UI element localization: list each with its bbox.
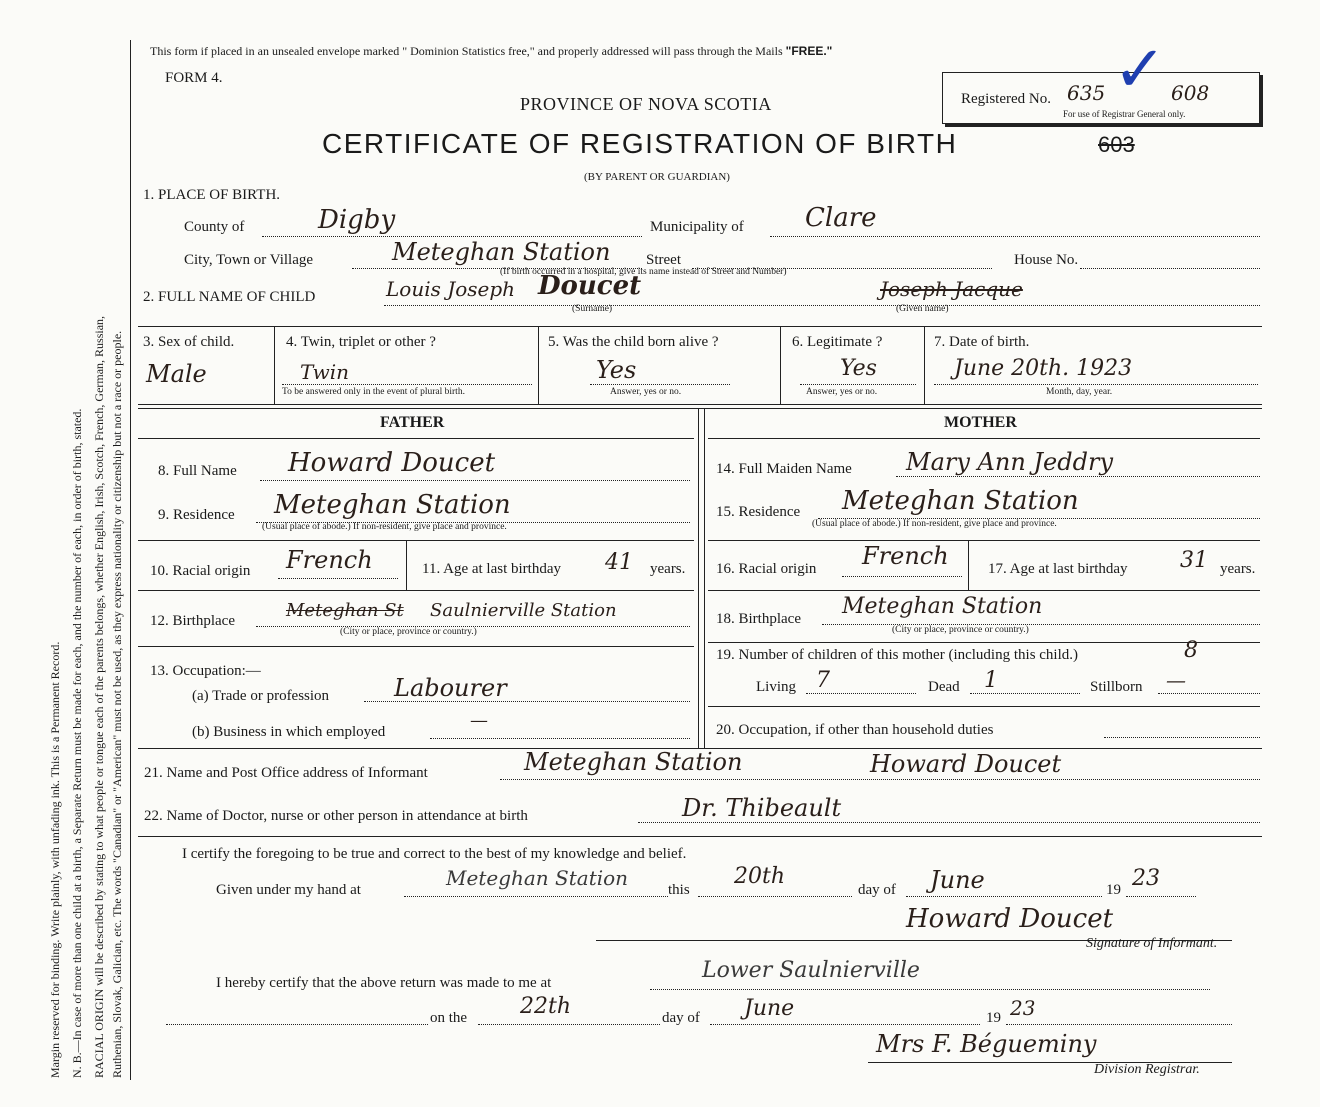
mother-children-value: 8 [1184,638,1198,663]
sex-label: 3. Sex of child. [143,334,235,350]
father-name-line [260,480,690,481]
row-3-div-4 [924,326,925,404]
mother-stillborn-value: — [1166,668,1186,692]
twin-line [282,384,532,385]
father-racial-label: 10. Racial origin [150,563,251,579]
city-label: City, Town or Village [184,252,314,268]
certify-statement: I certify the foregoing to be true and correct to the best of my knowledge and belief. [182,846,687,862]
mother-children-label: 19. Number of children of this mother (including this child.) [716,647,1079,663]
county-line [262,236,642,237]
registrar-day-value: 22th [520,994,572,1019]
sex-value: Male [146,360,207,388]
margin-note-separate-return: N. B.—In case of more than one child at a birth, a Separate Return must be made for each, and the number of each, in order of birth, stated. [70,408,84,1078]
mother-rule-2 [708,590,1260,591]
twin-note: To be answered only in the event of plural birth. [282,387,465,397]
father-rule-2 [138,590,694,591]
province-heading: PROVINCE OF NOVA SCOTIA [520,94,772,114]
alive-label: 5. Was the child born alive ? [548,334,719,350]
mother-racial-label: 16. Racial origin [716,561,817,577]
dob-line [934,384,1258,385]
legit-label: 6. Legitimate ? [792,334,883,350]
registrar-place-line [650,989,1210,990]
father-racial-line [278,578,398,579]
alive-value: Yes [596,356,637,384]
father-residence-label: 9. Residence [158,507,235,523]
mother-racial-value: French [862,542,949,570]
given-name-caption: (Given name) [896,304,949,314]
row-3-div-3 [780,326,781,404]
father-name-label: 8. Full Name [158,463,237,479]
father-trade-value: Labourer [394,674,507,702]
father-birthplace-value: Saulnierville Station [430,600,617,621]
given-year-prefix: 19 [1106,882,1121,898]
registered-label: Registered No. [961,91,1051,107]
doctor-line [638,822,1260,823]
registrar-day-of-label: day of [662,1010,700,1026]
dob-label: 7. Date of birth. [934,334,1030,350]
margin-note-racial-origin-2: Ruthenian, Slovak, Galician, etc. The words "Canadian" or "American" must not be used, as they express nationality or citizenship but not a race or people. [110,330,124,1078]
county-value: Digby [318,205,396,235]
margin-note-binding: Margin reserved for binding. Write plainly, with unfading ink. This is a Permanent Record. [48,641,62,1078]
row-3-bottom-rule [138,404,1262,405]
given-month-value: June [930,866,985,894]
mother-age-divider [968,540,969,590]
house-line [1080,268,1260,269]
registrar-year-suffix: 23 [1010,996,1036,1020]
mother-rule-1 [708,540,1260,541]
mother-name-label: 14. Full Maiden Name [716,461,852,477]
doctor-name: Dr. Thibeault [682,794,842,822]
this-label: this [668,882,690,898]
page-title: CERTIFICATE OF REGISTRATION OF BIRTH [322,128,958,159]
dob-note: Month, day, year. [1046,387,1113,397]
father-occupation-label: 13. Occupation:— [150,663,261,679]
margin-rule [130,40,131,1080]
mother-living-label: Living [756,679,796,695]
mother-dead-value: 1 [984,668,998,693]
twin-label: 4. Twin, triplet or other ? [286,334,436,350]
form-number: FORM 4. [165,70,223,86]
signature-caption: Signature of Informant. [1086,936,1218,951]
mother-birthplace-label: 18. Birthplace [716,611,801,627]
mother-stillborn-line [1158,693,1260,694]
father-racial-value: French [286,546,373,574]
mother-birthplace-line [822,624,1260,625]
mother-abode-note: (Usual place of abode.) If non-resident, give place and province. [812,519,1057,529]
registrar-month-line [710,1024,980,1025]
registrar-place-value: Lower Saulnierville [702,958,920,983]
place-of-birth-heading: 1. PLACE OF BIRTH. [143,187,281,203]
parents-top-rule [138,408,1262,409]
municipality-label: Municipality of [650,219,744,235]
row-3-div-1 [274,326,275,404]
row-3-div-2 [538,326,539,404]
city-value: Meteghan Station [392,238,611,266]
informant-label: 21. Name and Post Office address of Informant [144,765,428,781]
mother-dead-line [970,693,1080,694]
registrar-month-value: June [744,996,795,1021]
registrar-year-prefix: 19 [986,1010,1001,1026]
informant-name: Howard Doucet [870,750,1062,778]
struck-number: 603 [1098,132,1135,157]
mother-name-line [896,476,1260,477]
mail-notice: This form if placed in an unsealed envelope marked " Dominion Statistics free," and properly addressed will pass through the Mails "FREE." [150,44,833,58]
mother-birthplace-note: (City or place, province or country.) [892,625,1029,635]
registered-value-2: 608 [1171,81,1210,105]
twin-value: Twin [300,360,350,384]
given-day-line [698,896,852,897]
dob-value: June 20th. 1923 [954,356,1133,381]
alive-line [590,384,730,385]
father-birthplace-label: 12. Birthplace [150,613,235,629]
father-business-label: (b) Business in which employed [192,724,386,740]
parents-divider-a [698,408,699,748]
father-residence-value: Meteghan Station [274,490,511,520]
parents-divider-b [704,408,705,748]
father-trade-label: (a) Trade or profession [192,688,330,704]
legit-line [800,384,916,385]
child-given-written: Louis Joseph [386,277,516,301]
surname-caption: (Surname) [572,304,613,314]
father-age-label: 11. Age at last birthday [422,561,561,577]
mother-heading-rule [708,438,1260,439]
mother-years-label: years. [1220,561,1256,577]
given-month-line [906,896,1102,897]
father-name-value: Howard Doucet [288,448,496,478]
given-year-suffix: 23 [1132,866,1160,891]
mother-age-label: 17. Age at last birthday [988,561,1128,577]
father-heading: FATHER [380,414,445,431]
mother-occupation-label: 20. Occupation, if other than household duties [716,722,994,738]
father-heading-rule [138,438,694,439]
informant-line [500,779,1260,780]
informant-signature: Howard Doucet [906,904,1114,934]
mother-racial-line [842,576,962,577]
check-mark-icon: ✓ [1113,33,1167,107]
alive-note: Answer, yes or no. [610,387,682,397]
given-year-line [1126,896,1196,897]
father-years-label: years. [650,561,686,577]
given-place-value: Meteghan Station [446,866,629,890]
father-business-line [430,738,690,739]
father-age-divider [406,540,407,590]
mother-rule-4 [708,706,1260,707]
registrar-caption: Division Registrar. [1094,1062,1200,1077]
registrar-note: For use of Registrar General only. [1063,109,1186,119]
child-given-struck: Joseph Jacque [880,277,1023,301]
registered-box [942,33,1260,124]
father-rule-3 [138,646,694,647]
registrar-day-line [478,1024,660,1025]
mother-stillborn-label: Stillborn [1090,679,1143,695]
father-abode-note: (Usual place of abode.) If non-resident, give place and province. [262,522,507,532]
municipality-value: Clare [805,203,877,233]
registrar-statement: I hereby certify that the above return was made to me at [216,975,552,991]
child-name-label: 2. FULL NAME OF CHILD [143,289,316,305]
informant-address: Meteghan Station [524,748,743,776]
mother-rule-3 [708,642,1260,643]
given-place-line [404,896,668,897]
doctor-label: 22. Name of Doctor, nurse or other person in attendance at birth [144,808,528,824]
registrar-year-line [1006,1024,1232,1025]
row-3-top-rule [138,326,1262,327]
given-day-value: 20th [734,864,786,889]
mother-dead-label: Dead [928,679,960,695]
mother-birthplace-value: Meteghan Station [842,594,1043,619]
registrar-signature: Mrs F. Bégueminy [876,1030,1097,1058]
hospital-note: (If birth occurred in a hospital, give its name instead of Street and Number) [500,267,787,277]
registered-value: 635 [1067,81,1106,105]
mother-residence-label: 15. Residence [716,504,801,520]
mother-living-line [806,693,916,694]
mother-living-value: 7 [816,668,830,693]
county-label: County of [184,219,245,235]
registrar-lead-line [166,1024,428,1025]
legit-note: Answer, yes or no. [806,387,878,397]
mother-occupation-line [1104,737,1260,738]
father-birthplace-struck: Meteghan St [286,600,404,621]
father-birthplace-note: (City or place, province or country.) [340,627,477,637]
certify-top-rule [138,836,1262,837]
given-under-hand-label: Given under my hand at [216,882,361,898]
father-rule-1 [138,540,694,541]
street-label: Street [646,252,681,268]
child-name-line [384,305,1260,306]
father-age-value: 41 [605,550,633,575]
father-business-value: — [470,710,488,731]
municipality-line [770,236,1260,237]
registrar-on-the-label: on the [430,1010,468,1026]
mother-age-value: 31 [1180,548,1208,573]
mother-residence-value: Meteghan Station [842,486,1079,516]
house-label: House No. [1014,252,1079,268]
subtitle: (BY PARENT OR GUARDIAN) [584,171,730,183]
mother-heading: MOTHER [944,414,1017,431]
child-surname: Doucet [538,271,642,301]
given-day-of-label: day of [858,882,896,898]
legit-value: Yes [840,356,877,381]
mother-name-value: Mary Ann Jeddry [906,448,1113,476]
margin-note-racial-origin: RACIAL ORIGIN will be described by stating to what people or tongue each of the parents belongs, whether English, Irish, Scotch, French, German, Russian, [92,315,106,1078]
